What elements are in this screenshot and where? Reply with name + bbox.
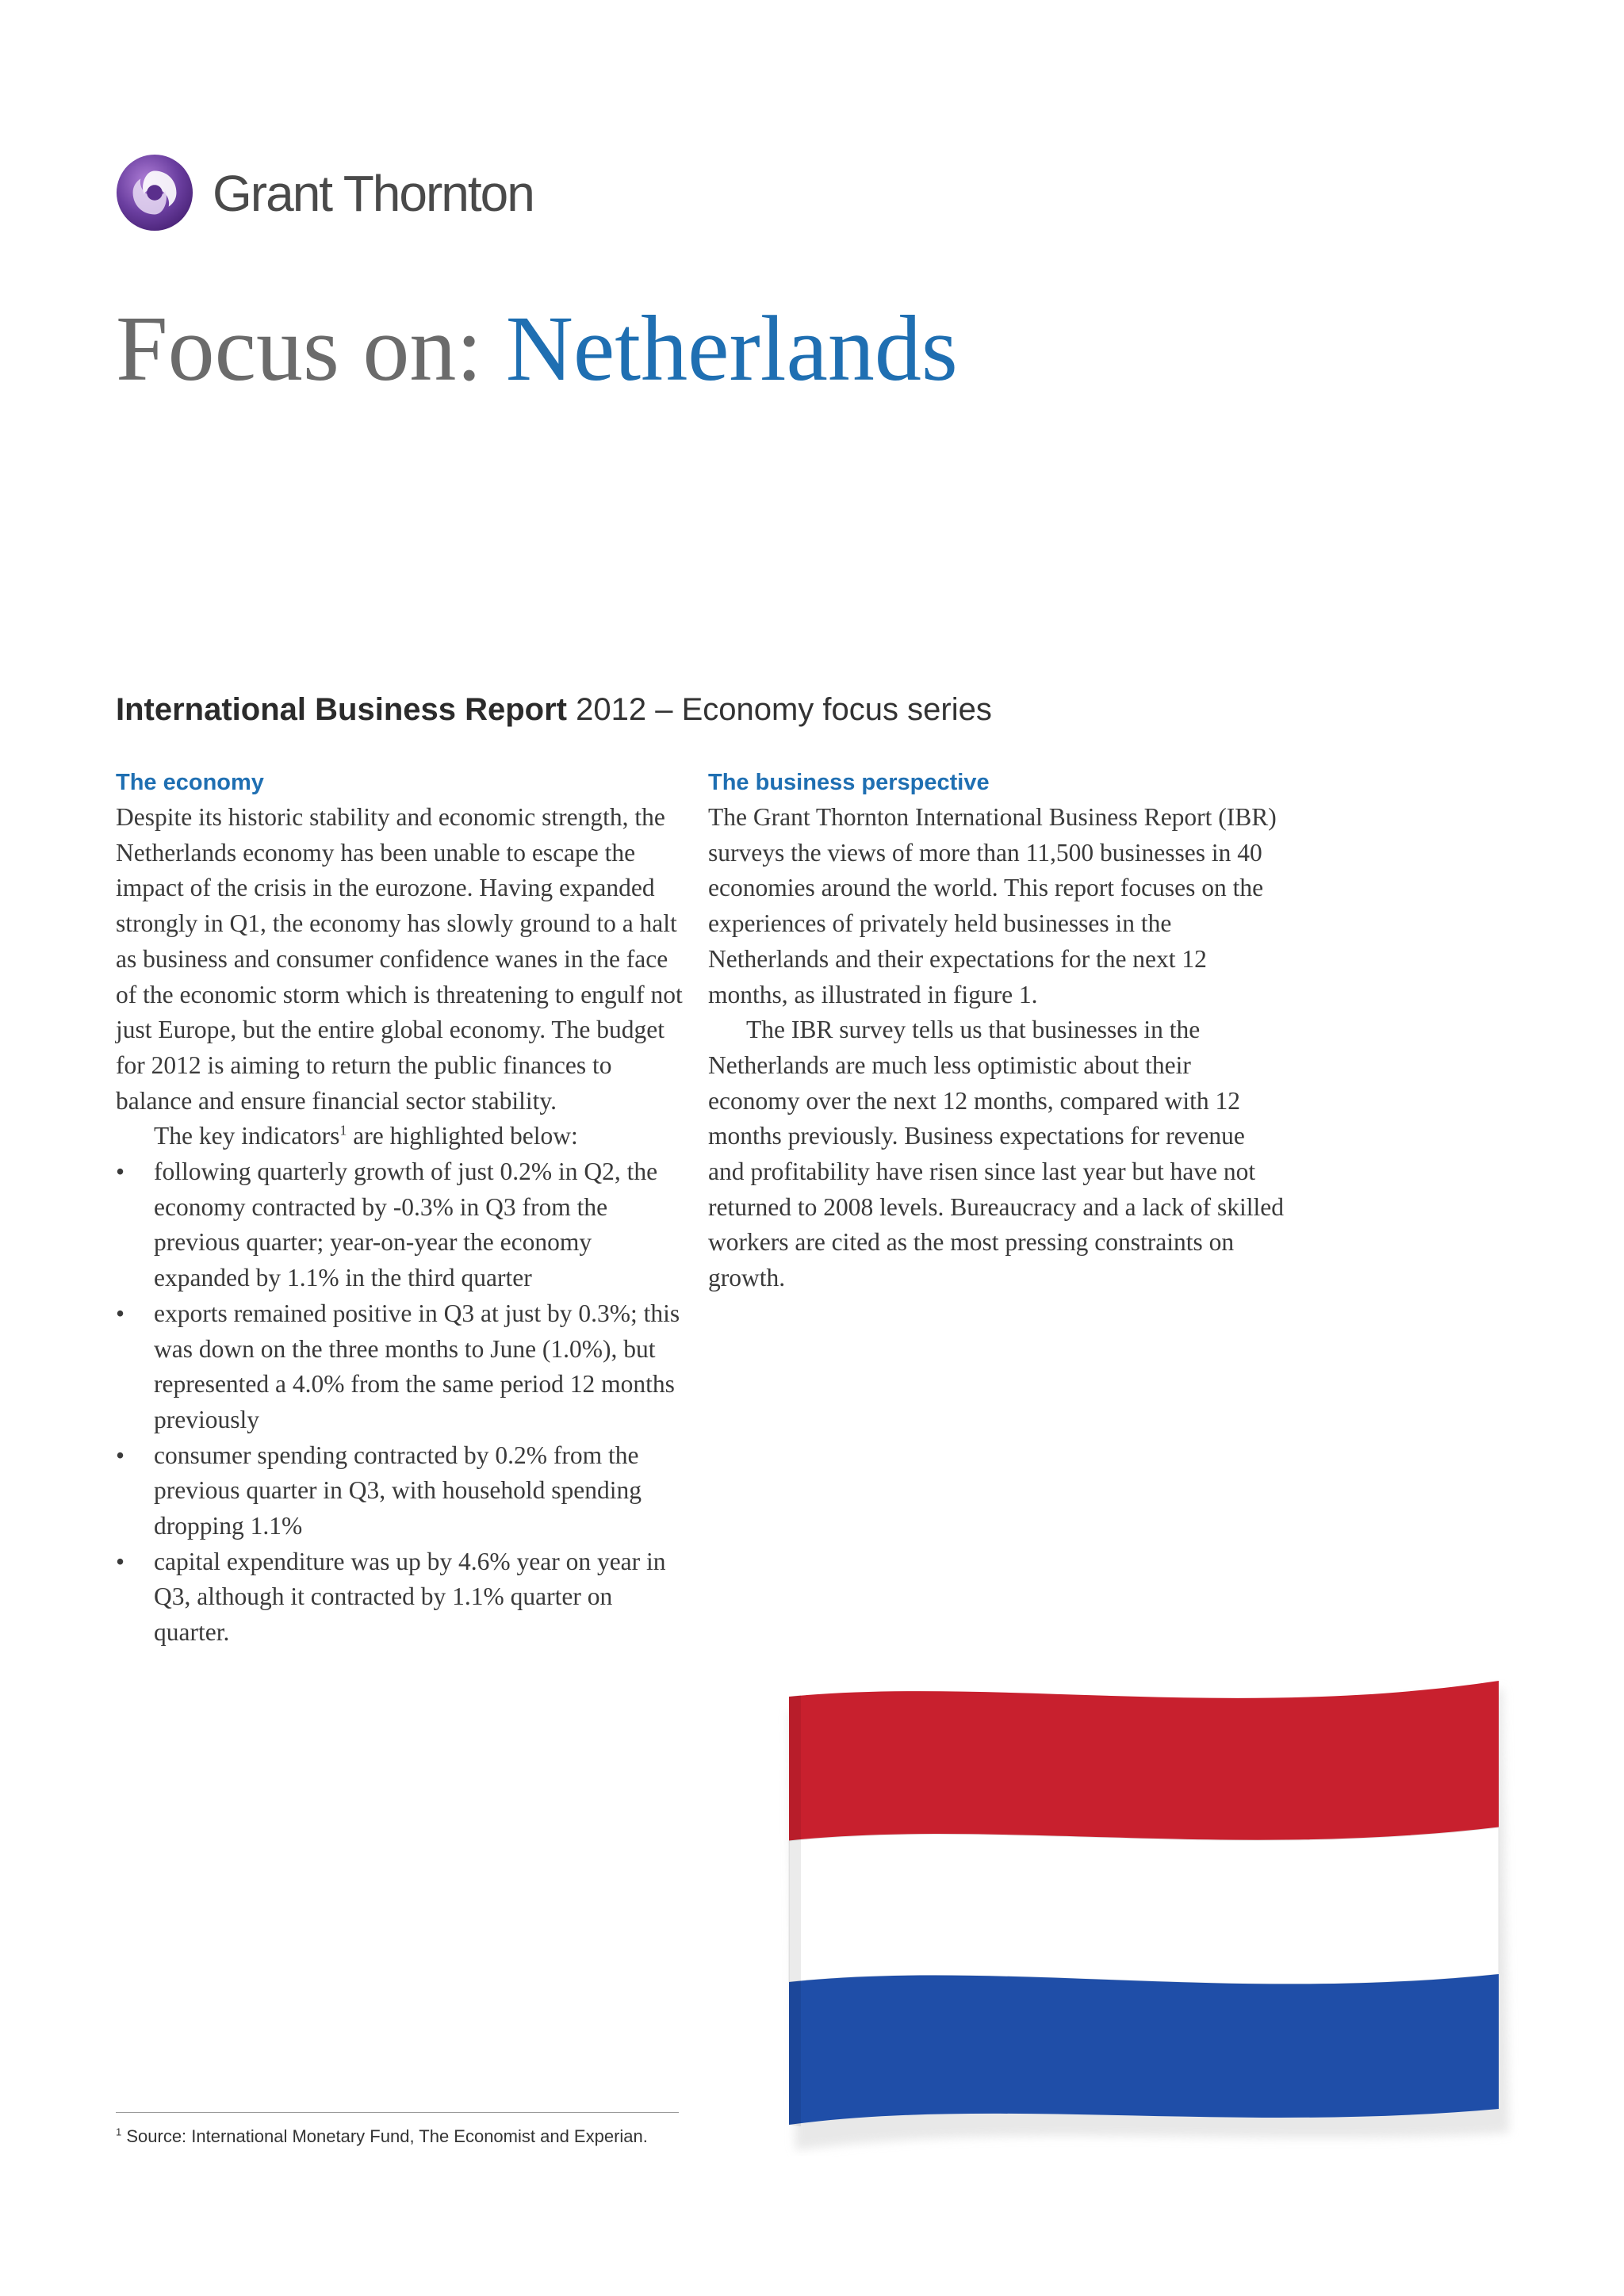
economy-heading: The economy	[116, 770, 264, 795]
netherlands-flag-icon	[757, 1665, 1519, 2156]
footnote-text: Source: International Monetary Fund, The Economist and Experian.	[121, 2126, 648, 2146]
indicators-intro	[116, 1119, 687, 1154]
business-column	[708, 765, 1287, 1296]
flag-band-red	[789, 1681, 1499, 1841]
footnote	[116, 2125, 648, 2149]
series-heading	[116, 688, 992, 731]
economy-paragraph: Despite its historic stability and economic strength, the Netherlands economy has been unable to escape the impact of the crisis in the eurozone. Having expanded strongly in Q1, the economy has slowly ground to a halt as business and consumer confidence wanes in the face of the economic storm which is threatening to engulf not just Europe, but the entire global economy. The budget for 2012 is aiming to return the public finances to balance and ensure financial sector stability.	[116, 803, 683, 1115]
list-item	[116, 1544, 687, 1651]
business-paragraph-1: The Grant Thornton International Business Report (IBR) surveys the views of more than 11,500 businesses in 40 economies around the world. This report focuses on the experiences of privately held businesses in the Netherlands and their expectations for the next 12 months, as illustrated in figure 1.	[708, 803, 1277, 1008]
list-item	[116, 1154, 687, 1296]
footnote-divider	[116, 2112, 679, 2113]
bullet-icon: •	[116, 1441, 125, 1469]
grant-thornton-logo-mark-icon	[116, 154, 193, 232]
logo-wordmark: Grant Thornton	[213, 165, 534, 222]
list-item-text: following quarterly growth of just 0.2% in Q2, the economy contracted by -0.3% in Q3 from the previous quarter; year-on-year the economy expanded by 1.1% in the third quarter	[154, 1158, 658, 1292]
list-item-text: exports remained positive in Q3 at just by 0.3%; this was down on the three months to June (1.0%), but represented a 4.0% from the same period 12 months previously	[154, 1299, 680, 1433]
list-item-text: capital expenditure was up by 4.6% year on year in Q3, although it contracted by 1.1% quarter on quarter.	[154, 1547, 666, 1647]
economy-column	[116, 765, 687, 1651]
indicator-list	[116, 1154, 687, 1651]
title-prefix: Focus on:	[116, 297, 483, 400]
footnote-ref: 1	[339, 1122, 347, 1138]
flag-band-blue	[789, 1974, 1499, 2125]
business-heading: The business perspective	[708, 770, 990, 795]
flag-band-white	[789, 1827, 1499, 1984]
list-item-text: consumer spending contracted by 0.2% from the previous quarter in Q3, with household spending dropping 1.1%	[154, 1441, 642, 1540]
business-paragraph-2: The IBR survey tells us that businesses in the Netherlands are much less optimistic about their economy over the next 12 months, compared with 12 months previously. Business expectations for revenue and profitability have risen since last year but have not returned to 2008 levels. Bureaucracy and a lack of skilled workers are cited as the most pressing constraints on growth.	[708, 1016, 1284, 1292]
series-heading-rest: 2012 – Economy focus series	[576, 692, 992, 727]
footnote-marker: 1	[116, 2126, 122, 2138]
bullet-icon: •	[116, 1299, 125, 1327]
list-item	[116, 1438, 687, 1544]
page-title	[116, 293, 958, 404]
company-logo	[116, 154, 544, 236]
list-item	[116, 1296, 687, 1438]
series-heading-bold: International Business Report	[116, 692, 567, 727]
bullet-icon: •	[116, 1158, 125, 1186]
title-country: Netherlands	[505, 297, 958, 400]
indicators-intro-tail: are highlighted below:	[347, 1122, 578, 1150]
bullet-icon: •	[116, 1547, 125, 1575]
indicators-intro-text: The key indicators	[154, 1122, 340, 1150]
